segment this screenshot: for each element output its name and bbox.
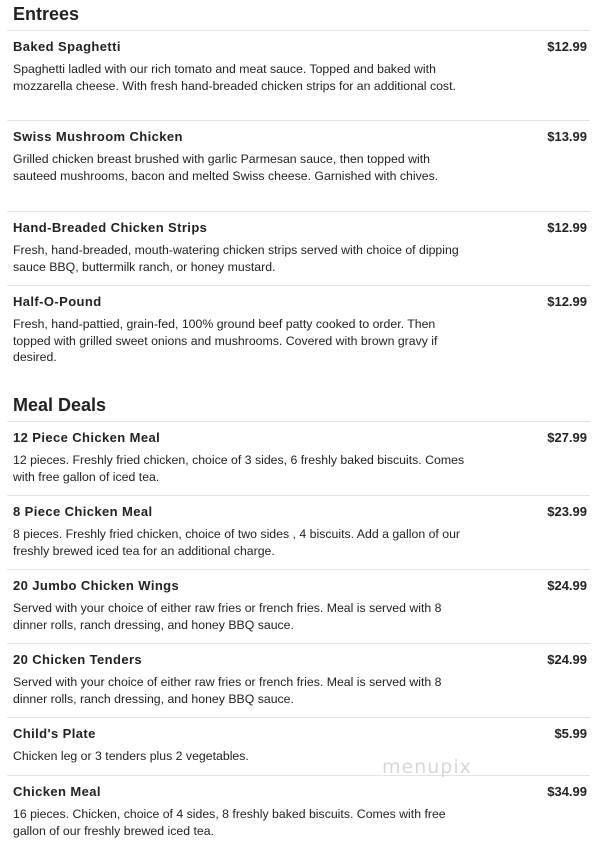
item-description: Chicken leg or 3 tenders plus 2 vegetables.: [13, 749, 249, 763]
section-title: Entrees: [13, 4, 80, 24]
item-price: $12.99: [547, 294, 587, 309]
menu-item-chicken-meal[interactable]: [7, 775, 590, 843]
item-price: $23.99: [547, 504, 587, 519]
item-price: $24.99: [547, 652, 587, 667]
watermark-logo: menupix: [382, 756, 472, 778]
menu-item-20-chicken-tenders[interactable]: [7, 643, 590, 717]
item-description: Served with your choice of either raw fries or french fries. Meal is served with 8 dinner rolls, ranch dressing, and honey BBQ sauce.: [13, 601, 442, 632]
menu-item-swiss-mushroom-chicken[interactable]: [7, 120, 590, 211]
item-price: $24.99: [547, 578, 587, 593]
item-price: $12.99: [547, 39, 587, 54]
item-price: $13.99: [547, 129, 587, 144]
section-title: Meal Deals: [13, 395, 107, 415]
item-price: $5.99: [554, 726, 587, 741]
item-name: Half-O-Pound: [13, 294, 102, 309]
item-name: Hand-Breaded Chicken Strips: [13, 220, 208, 235]
item-description: Served with your choice of either raw fries or french fries. Meal is served with 8 dinner rolls, ranch dressing, and honey BBQ sauce.: [13, 675, 442, 706]
menu-item-baked-spaghetti[interactable]: [7, 30, 590, 120]
menu-item-half-o-pound[interactable]: [7, 285, 590, 390]
item-name: 20 Jumbo Chicken Wings: [13, 578, 180, 593]
item-price: $12.99: [547, 220, 587, 235]
item-name: Swiss Mushroom Chicken: [13, 129, 183, 144]
item-name: Child's Plate: [13, 726, 96, 741]
menu-item-childs-plate[interactable]: [7, 717, 590, 775]
item-name: Chicken Meal: [13, 784, 101, 799]
item-description: Fresh, hand-pattied, grain-fed, 100% ground beef patty cooked to order. Then topped with grilled sweet onions and mushrooms. Covered with brown gravy if desired.: [13, 317, 438, 364]
item-price: $34.99: [547, 784, 587, 799]
item-name: 8 Piece Chicken Meal: [13, 504, 153, 519]
menu-item-hand-breaded-chicken-strips[interactable]: [7, 211, 590, 285]
section-meal-deals: [0, 390, 615, 843]
item-price: $27.99: [547, 430, 587, 445]
section-entrees: [0, 0, 615, 390]
item-description: 8 pieces. Freshly fried chicken, choice of two sides , 4 biscuits. Add a gallon of our freshly brewed iced tea for an additional charge.: [13, 527, 461, 558]
menu-item-8-piece-chicken-meal[interactable]: [7, 495, 590, 569]
item-description: Spaghetti ladled with our rich tomato and meat sauce. Topped and baked with mozzarella cheese. With fresh hand-breaded chicken strips for an additional cost.: [13, 62, 456, 93]
item-name: 20 Chicken Tenders: [13, 652, 143, 667]
item-description: Fresh, hand-breaded, mouth-watering chicken strips served with choice of dipping sauce BBQ, buttermilk ranch, or honey mustard.: [13, 243, 459, 274]
item-description: 12 pieces. Freshly fried chicken, choice of 3 sides, 6 freshly baked biscuits. Comes with free gallon of iced tea.: [13, 453, 465, 484]
item-description: Grilled chicken breast brushed with garlic Parmesan sauce, then topped with sauteed mushrooms, bacon and melted Swiss cheese. Garnished with chives.: [13, 152, 439, 183]
menu-item-20-jumbo-chicken-wings[interactable]: [7, 569, 590, 643]
menu-item-12-piece-chicken-meal[interactable]: [7, 421, 590, 495]
item-name: Baked Spaghetti: [13, 39, 121, 54]
item-name: 12 Piece Chicken Meal: [13, 430, 161, 445]
item-description: 16 pieces. Chicken, choice of 4 sides, 8 freshly baked biscuits. Comes with free gallon of our freshly brewed iced tea.: [13, 807, 446, 838]
